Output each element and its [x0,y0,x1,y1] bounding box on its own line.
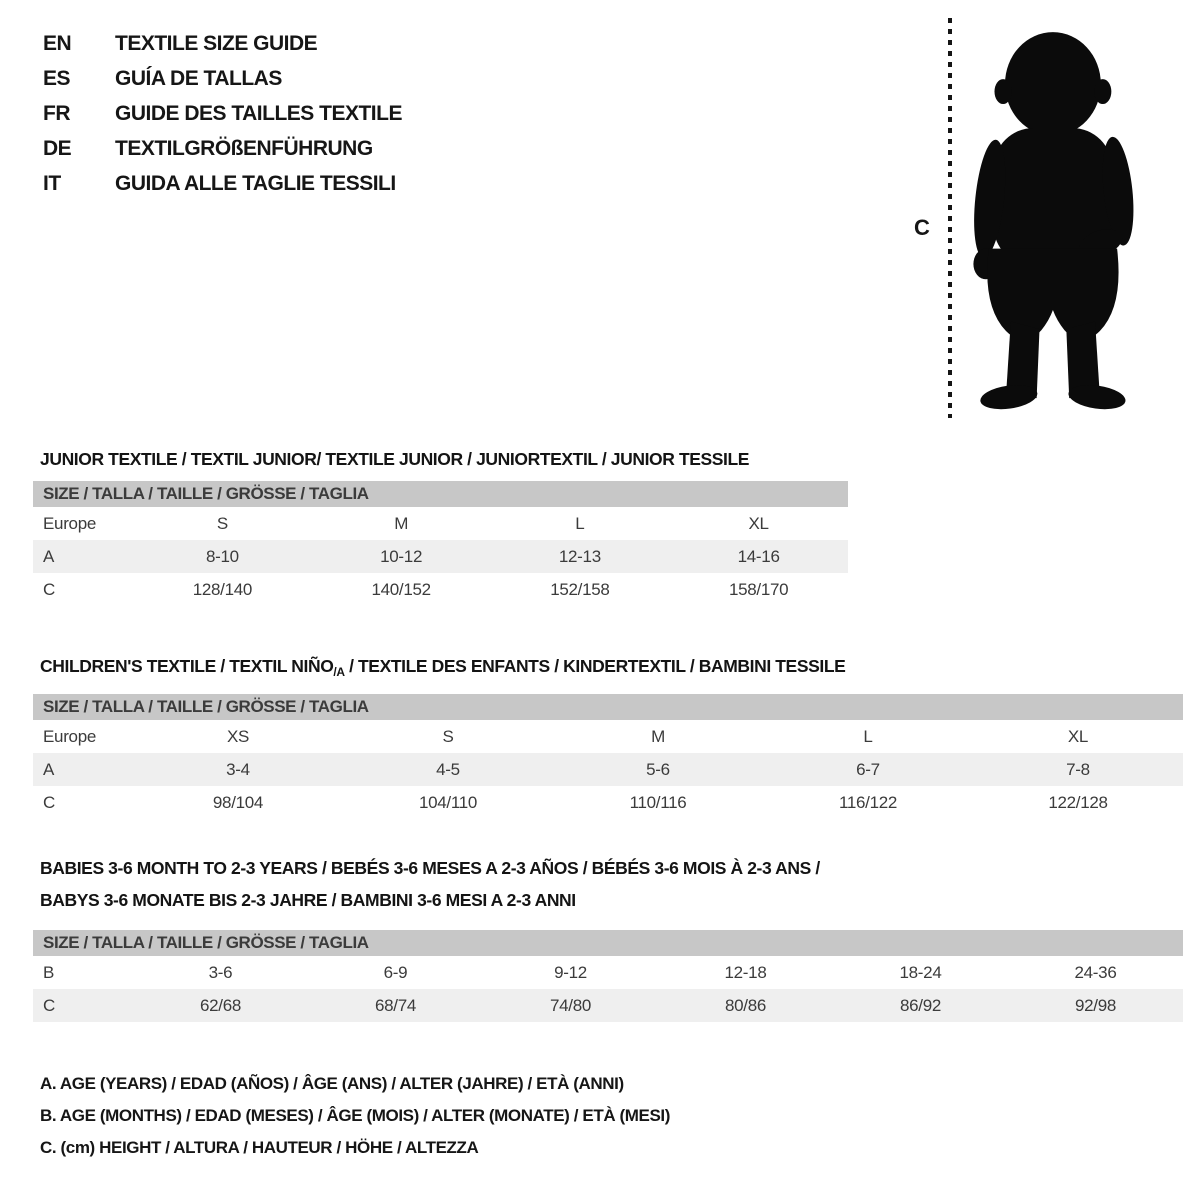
language-row-en [43,26,402,61]
children-title-subscript: /A [333,664,345,679]
age-cell: 10-12 [380,546,423,566]
age-cell: 12-13 [558,546,601,566]
table-row-height [33,786,1183,819]
legend-line-age-years: A. AGE (YEARS) / EDAD (AÑOS) / ÂGE (ANS) / ALTER (JAHRE) / ETÀ (ANNI) [40,1074,624,1093]
height-cell: 104/110 [418,792,478,812]
language-title-list [43,26,402,201]
height-cell: 116/122 [838,792,898,812]
months-cell: 18-24 [899,962,942,982]
table-row-months [33,956,1183,989]
size-cell: M [651,726,665,746]
height-cell: 158/170 [728,579,789,599]
language-row-fr [43,96,402,131]
language-code: IT [43,171,61,195]
size-header-band: SIZE / TALLA / TAILLE / GRÖSSE / TAGLIA [33,694,1183,720]
table-row-age [33,540,848,573]
size-cell: S [216,513,228,533]
months-cell: 9-12 [554,962,587,982]
table-row-age [33,753,1183,786]
months-cell: 3-6 [208,962,233,982]
height-cell: 92/98 [1074,995,1117,1015]
size-header-band: SIZE / TALLA / TAILLE / GRÖSSE / TAGLIA [33,481,848,507]
row-label: C [43,995,55,1015]
language-code: DE [43,136,72,160]
height-measure-dashed-line [948,18,952,418]
children-section-title [40,656,845,679]
legend-line-age-months: B. AGE (MONTHS) / EDAD (MESES) / ÂGE (MOIS) / ALTER (MONATE) / ETÀ (MESI) [40,1106,670,1125]
height-cell: 128/140 [192,579,253,599]
height-cell: 122/128 [1048,792,1108,812]
table-row-height [33,573,848,606]
months-cell: 12-18 [724,962,767,982]
children-title-text: CHILDREN'S TEXTILE / TEXTIL NIÑO [40,655,334,676]
babies-size-table [33,930,1183,1022]
age-cell: 7-8 [1066,759,1090,779]
language-code: EN [43,31,72,55]
height-measure-label: C [914,215,930,240]
height-cell: 152/158 [550,579,610,599]
row-label: Europe [43,513,97,533]
height-cell: 80/86 [724,995,767,1015]
size-cell: XS [226,726,250,746]
language-title: GUÍA DE TALLAS [115,66,282,90]
height-cell: 74/80 [549,995,592,1015]
size-cell: S [442,726,454,746]
size-cell: XL [1067,726,1089,746]
age-cell: 4-5 [436,759,460,779]
table-row-height [33,989,1183,1022]
age-cell: 14-16 [737,546,780,566]
toddler-silhouette-icon [960,16,1142,420]
row-label: C [43,579,55,599]
babies-section-title-line1: BABIES 3-6 MONTH TO 2-3 YEARS / BEBÉS 3-6 MESES A 2-3 AÑOS / BÉBÉS 3-6 MOIS À 2-3 ANS / [40,857,820,878]
language-title: TEXTILE SIZE GUIDE [115,31,318,55]
height-cell: 110/116 [629,792,687,812]
language-row-es [43,61,402,96]
size-cell: L [575,513,585,533]
height-cell: 68/74 [374,995,417,1015]
language-title: GUIDE DES TAILLES TEXTILE [115,101,402,125]
height-cell: 98/104 [212,792,264,812]
size-cell: M [394,513,409,533]
height-cell: 86/92 [899,995,942,1015]
size-cell: XL [748,513,769,533]
row-label: A [43,759,55,779]
babies-section-title-line2: BABYS 3-6 MONATE BIS 2-3 JAHRE / BAMBINI 3-6 MESI A 2-3 ANNI [40,889,576,910]
measurement-legend [40,1068,670,1164]
language-code: ES [43,66,71,90]
size-header-band: SIZE / TALLA / TAILLE / GRÖSSE / TAGLIA [33,930,1183,956]
language-row-de [43,131,402,166]
language-title: TEXTILGRÖßENFÜHRUNG [115,136,373,160]
height-cell: 62/68 [199,995,242,1015]
junior-size-table [33,481,848,606]
age-cell: 3-4 [226,759,250,779]
language-title: GUIDA ALLE TAGLIE TESSILI [115,171,396,195]
children-size-table [33,694,1183,819]
age-cell: 5-6 [646,759,670,779]
row-label: C [43,792,55,812]
age-cell: 6-7 [856,759,880,779]
table-row-europe [33,507,848,540]
age-cell: 8-10 [205,546,239,566]
language-row-it [43,166,402,201]
row-label: Europe [43,726,97,746]
row-label: A [43,546,55,566]
legend-line-height-cm: C. (cm) HEIGHT / ALTURA / HAUTEUR / HÖHE / ALTEZZA [40,1138,479,1157]
children-title-text: / TEXTILE DES ENFANTS / KINDERTEXTIL / BAMBINI TESSILE [344,655,846,676]
language-code: FR [43,101,70,125]
months-cell: 6-9 [383,962,408,982]
junior-section-title: JUNIOR TEXTILE / TEXTIL JUNIOR/ TEXTILE JUNIOR / JUNIORTEXTIL / JUNIOR TESSILE [40,448,750,469]
months-cell: 24-36 [1074,962,1117,982]
height-cell: 140/152 [371,579,431,599]
row-label: B [43,962,55,982]
table-row-europe [33,720,1183,753]
size-cell: L [863,726,873,746]
